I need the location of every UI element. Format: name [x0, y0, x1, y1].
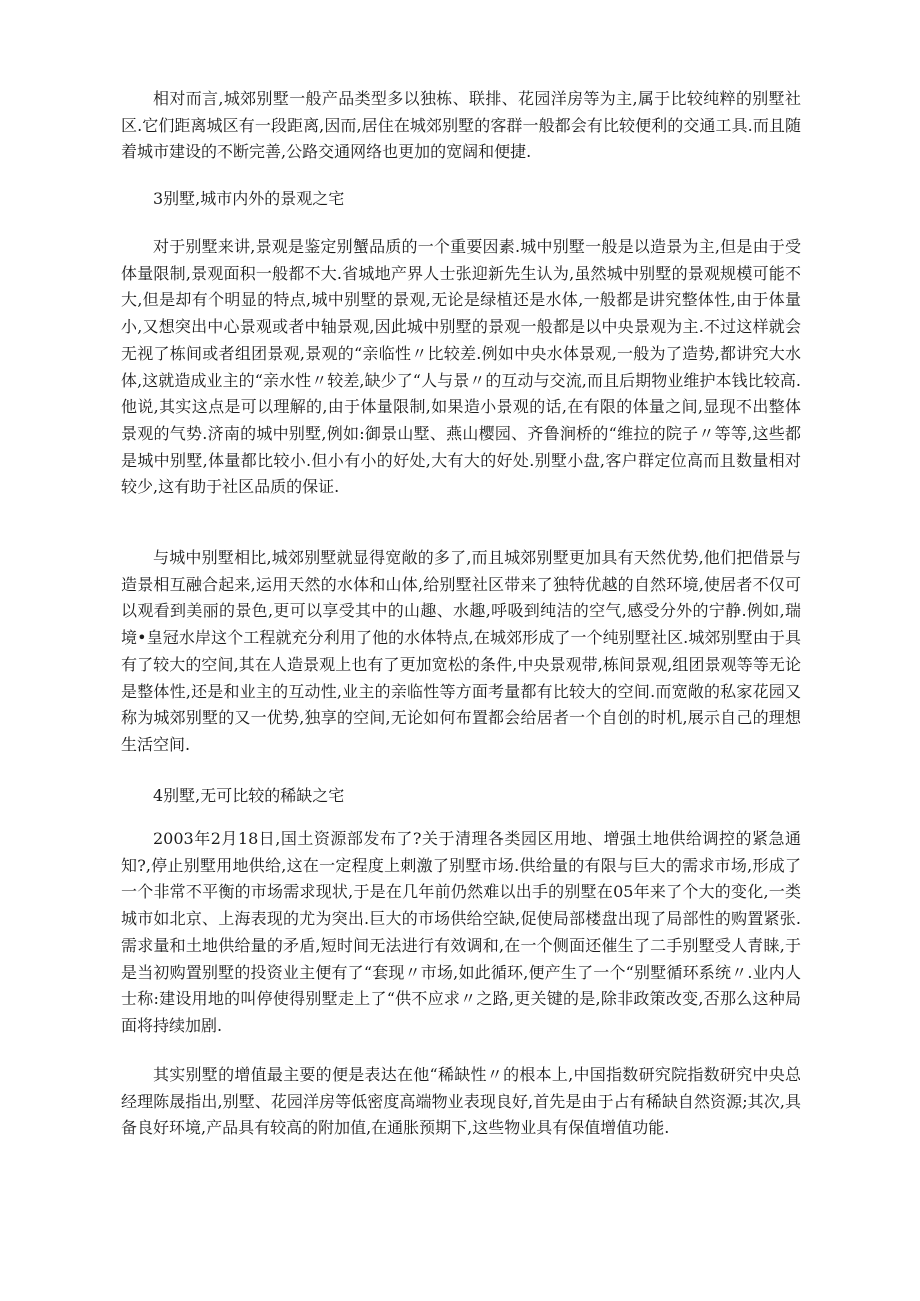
paragraph-suburban-villa-types: 相对而言,城郊别墅一般产品类型多以独栋、联排、花园洋房等为主,属于比较纯粹的别墅社区.它们距离城区有一段距离,因而,居住在城郊别墅的客群一般都会有比较便利的交通工具.而且随着城市建设的不断完善,公路交通网络也更加的宽阔和便捷. — [121, 89, 801, 162]
section-heading-4: 4别墅,无可比较的稀缺之宅 — [153, 786, 345, 805]
paragraph-land-supply-policy: 2003年2月18日,国土资源部发布了?关于清理各类园区用地、增强土地供给调控的紧急通知?,停止别墅用地供给,这在一定程度上刺激了别墅市场.供给量的有限与巨大的需求市场,形成了一个非常不平衡的市场需求现状,于是在几年前仍然难以出手的别墅在05年来了个大的变化,一类城市如北京、上海表现的尤为突出.巨大的市场供给空缺,促使局部楼盘出现了局部性的购置紧张.需求量和土地供给量的矛盾,短时间无法进行有效调和,在一个侧面还催生了二手别墅受人青睐,于是当初购置别墅的投资业主便有了“套现〃市场,如此循环,便产生了一个“别墅循环系统〃.业内人士称:建设用地的叫停使得别墅走上了“供不应求〃之路,更关键的是,除非政策改变,否那么这种局面将持续加剧. — [121, 829, 801, 1035]
paragraph-villa-value-scarcity: 其实别墅的增值最主要的便是表达在他“稀缺性〃的根本上,中国指数研究院指数研究中央总经理陈晟指出,别墅、花园洋房等低密度高端物业表现良好,首先是由于占有稀缺自然资源;其次,具备良好环境,产品具有较高的附加值,在通胀预期下,这些物业具有保值增值功能. — [121, 1065, 801, 1138]
section-heading-3: 3别墅,城市内外的景观之宅 — [153, 189, 345, 208]
paragraph-urban-villa-landscape: 对于别墅来讲,景观是鉴定别蟹品质的一个重要因素.城中别墅一般是以造景为主,但是由于受体量限制,景观面积一般都不大.省城地产界人士张迎新先生认为,虽然城中别墅的景观规模可能不大,但是却有个明显的特点,城中别墅的景观,无论是绿植还是水体,一般都是讲究整体性,由于体量小,又想突出中心景观或者中轴景观,因此城中别墅的景观一般都是以中央景观为主.不过这样就会无视了栋间或者组团景观,景观的“亲临性〃比较差.例如中央水体景观,一般为了造势,都讲究大水体,这就造成业主的“亲水性〃较差,缺少了“人与景〃的互动与交流,而且后期物业维护本钱比较高.他说,其实这点是可以理解的,由于体量限制,如果造小景观的话,在有限的体量之间,显现不出整体景观的气势.济南的城中别墅,例如:御景山墅、燕山樱园、齐鲁涧桥的“维拉的院子〃等等,这些都是城中别墅,体量都比较小.但小有小的好处,大有大的好处.别墅小盘,客户群定位高而且数量相对较少,这有助于社区品质的保证. — [121, 237, 801, 497]
paragraph-suburban-villa-landscape: 与城中别墅相比,城郊别墅就显得宽敞的多了,而且城郊别墅更加具有天然优势,他们把借景与造景相互融合起来,运用天然的水体和山体,给别墅社区带来了独特优越的自然环境,使居者不仅可以观看到美丽的景色,更可以享受其中的山趣、水趣,呼吸到纯洁的空气,感受分外的宁静.例如,瑞境•皇冠水岸这个工程就充分利用了他的水体特点,在城郊形成了一个纯别墅社区.城郊别墅由于具有了较大的空间,其在人造景观上也有了更加宽松的条件,中央景观带,栋间景观,组团景观等等无论是整体性,还是和业主的互动性,业主的亲临性等方面考量都有比较大的空间.而宽敞的私家花园又称为城郊别墅的又一优势,独享的空间,无论如何布置都会给居者一个自创的时机,展示自己的理想生活空间. — [121, 548, 801, 754]
